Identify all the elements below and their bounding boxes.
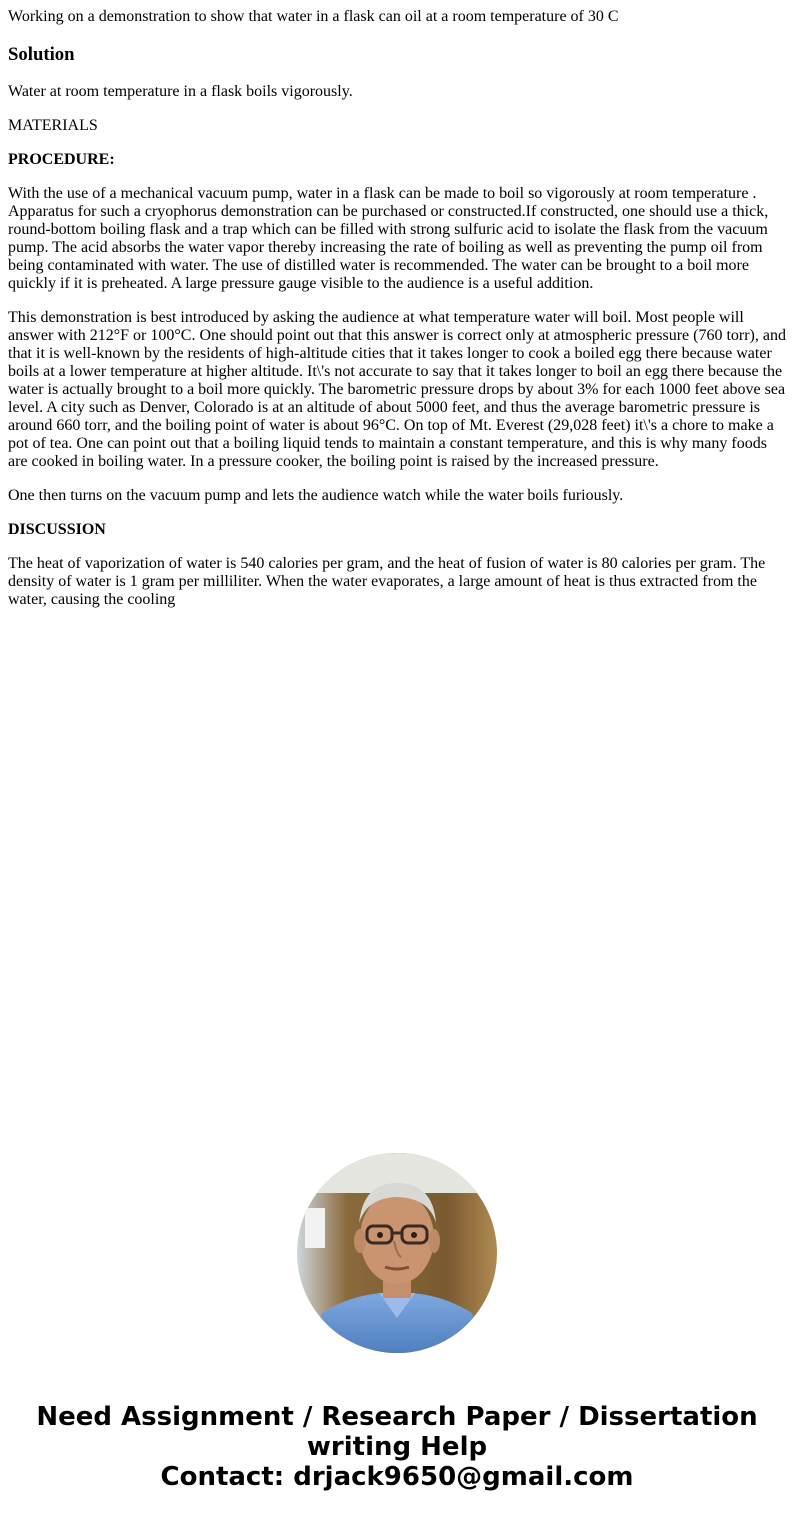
contact-banner — [0, 1402, 794, 1492]
avatar-portrait-icon — [297, 1153, 497, 1353]
procedure-paragraph: With the use of a mechanical vacuum pump, water in a flask can be made to boil so vigorously at room temperature . Apparatus for such a cryophorus demonstration can be purchased or constructed.If constructed, one should use a thick, round-bottom boiling flask and a trap which can be filled with strong sulfuric acid to isolate the flask from the vacuum pump. The acid absorbs the water vapor thereby increasing the rate of boiling as well as preventing the pump oil from being contaminated with water. The use of distilled water is recommended. The water can be brought to a boil more quickly if it is preheated. A large pressure gauge visible to the audience is a useful addition. — [8, 185, 769, 292]
contact-email: Contact: drjack9650@gmail.com — [160, 1462, 634, 1492]
question-text: Working on a demonstration to show that water in a flask can oil at a room temperature of 30 C — [8, 8, 619, 25]
summary-text: Water at room temperature in a flask boils vigorously. — [8, 83, 353, 100]
discussion-heading: DISCUSSION — [8, 521, 106, 538]
banner-line: Need Assignment / Research Paper / Dissertation — [36, 1402, 758, 1432]
solution-heading: Solution — [8, 44, 75, 65]
banner-line: writing Help — [306, 1432, 488, 1462]
materials-heading: MATERIALS — [8, 117, 98, 134]
author-photo — [297, 1153, 497, 1353]
procedure-heading: PROCEDURE: — [8, 151, 115, 168]
discussion-paragraph: The heat of vaporization of water is 540 calories per gram, and the heat of fusion of water is 80 calories per gram. The density of water is 1 gram per milliliter. When the water evaporates, a large amount of heat is thus extracted from the water, causing the cooling — [8, 555, 766, 608]
procedure-paragraph: One then turns on the vacuum pump and lets the audience watch while the water boils furiously. — [8, 487, 624, 504]
document-body — [0, 0, 794, 609]
procedure-paragraph: This demonstration is best introduced by asking the audience at what temperature water will boil. Most people will answer with 212°F or 100°C. One should point out that this answer is correct only at atmospheric pressure (760 torr), and that it is well-known by the residents of high-altitude cities that it takes longer to cook a boiled egg there because water boils at a lower temperature at higher altitude. It\'s not accurate to say that it takes longer to boil an egg there because the water is actually brought to a boil more quickly. The barometric pressure drops by about 3% for each 1000 feet above sea level. A city such as Denver, Colorado is at an altitude of about 5000 feet, and thus the average barometric pressure is around 660 torr, and the boiling point of water is about 96°C. On top of Mt. Everest (29,028 feet) it\'s a chore to make a pot of tea. One can point out that a boiling liquid tends to maintain a constant temperature, and this is why many foods are cooked in boiling water. In a pressure cooker, the boiling point is raised by the increased pressure. — [8, 309, 786, 470]
